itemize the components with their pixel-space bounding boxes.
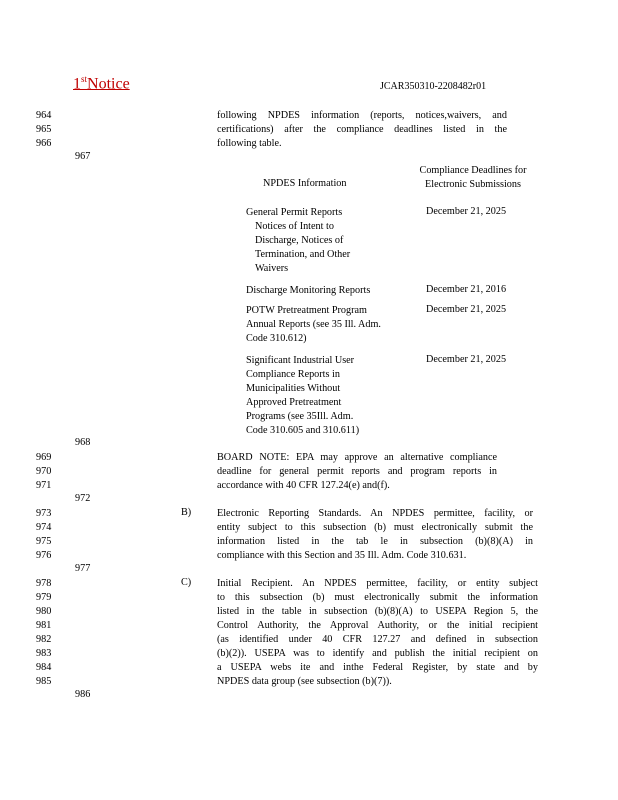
text-line: Control Authority, the Approval Authority, or the initial recipient — [217, 620, 538, 631]
line-number: 985 — [36, 676, 52, 687]
text-line: following NPDES information (reports, notices,waivers, and — [217, 110, 507, 121]
text-line: deadline for general permit reports and program reports in — [217, 466, 497, 477]
line-number: 984 — [36, 662, 52, 673]
line-number: 967 — [75, 151, 91, 162]
line-number: 970 — [36, 466, 52, 477]
text-line: certifications) after the compliance deadlines listed in the — [217, 124, 507, 135]
table-cell-deadline: December 21, 2025 — [426, 206, 507, 217]
line-number: 966 — [36, 138, 52, 149]
line-number: 982 — [36, 634, 52, 645]
text-line: (b)(2)). USEPA was to identify and publish the initial recipient on — [217, 648, 538, 659]
table-cell-deadline: December 21, 2016 — [426, 284, 507, 295]
table-header-info: NPDES Information — [263, 178, 347, 189]
line-number: 969 — [36, 452, 52, 463]
text-line: Electronic Reporting Standards. An NPDES permittee, facility, or — [217, 508, 533, 519]
line-number: 986 — [75, 689, 91, 700]
table-cell-deadline: December 21, 2025 — [426, 354, 507, 365]
line-number: 974 — [36, 522, 52, 533]
table-header-deadline: Compliance Deadlines for Electronic Submissions — [419, 165, 527, 190]
text-line: Initial Recipient. An NPDES permittee, facility, or entity subject — [217, 578, 538, 589]
table-cell-item: Discharge Monitoring Reports — [246, 285, 371, 296]
text-line: listed in the table in subsection (b)(8)(A) to USEPA Region 5, the — [217, 606, 538, 617]
table-cell-item: General Permit Reports Notices of Intent to Discharge, Notices of Termination, and Other Waivers — [246, 207, 351, 274]
notice-label: 1stNotice — [73, 74, 130, 93]
document-id: JCAR350310-2208482r01 — [380, 81, 487, 92]
line-number: 971 — [36, 480, 52, 491]
text-line: compliance with this Section and 35 Ill. Adm. Code 310.631. — [217, 550, 467, 561]
text-line: information listed in the tab le in subsection (b)(8)(A) in — [217, 536, 533, 547]
table-cell-deadline: December 21, 2025 — [426, 304, 507, 315]
text-line: NPDES data group (see subsection (b)(7)). — [217, 676, 392, 687]
text-line: BOARD NOTE: EPA may approve an alternative compliance — [217, 452, 497, 463]
line-number: 980 — [36, 606, 52, 617]
table-cell-item: Significant Industrial User Compliance Reports in Municipalities Without Approved Pretreatment Programs (see 35Ill. Adm. Code 310.605 and 310.611) — [246, 355, 360, 436]
section-b-paragraph — [217, 507, 533, 563]
text-line: accordance with 40 CFR 127.24(e) and(f). — [217, 480, 390, 491]
line-number: 978 — [36, 578, 52, 589]
line-number: 964 — [36, 110, 52, 121]
line-number: 983 — [36, 648, 52, 659]
text-line: following table. — [217, 138, 282, 149]
line-number: 973 — [36, 508, 52, 519]
text-line: a USEPA webs ite and inthe Federal Register, by state and by — [217, 662, 538, 673]
line-number: 979 — [36, 592, 52, 603]
line-number: 975 — [36, 536, 52, 547]
line-number: 972 — [75, 493, 91, 504]
line-number: 981 — [36, 620, 52, 631]
text-line: (as identified under 40 CFR 127.27 and defined in subsection — [217, 634, 538, 645]
table-cell-item: POTW Pretreatment Program Annual Reports (see 35 Ill. Adm. Code 310.612) — [246, 305, 381, 344]
text-line: to this subsection (b) must electronically submit the information — [217, 592, 538, 603]
line-number: 976 — [36, 550, 52, 561]
intro-paragraph — [217, 109, 507, 151]
line-number: 977 — [75, 563, 91, 574]
line-number: 968 — [75, 437, 91, 448]
section-marker-b: B) — [181, 507, 192, 518]
board-note — [217, 451, 497, 493]
text-line: entity subject to this subsection (b) must electronically submit the — [217, 522, 533, 533]
section-marker-c: C) — [181, 577, 192, 588]
section-c-paragraph — [217, 577, 538, 689]
line-number: 965 — [36, 124, 52, 135]
